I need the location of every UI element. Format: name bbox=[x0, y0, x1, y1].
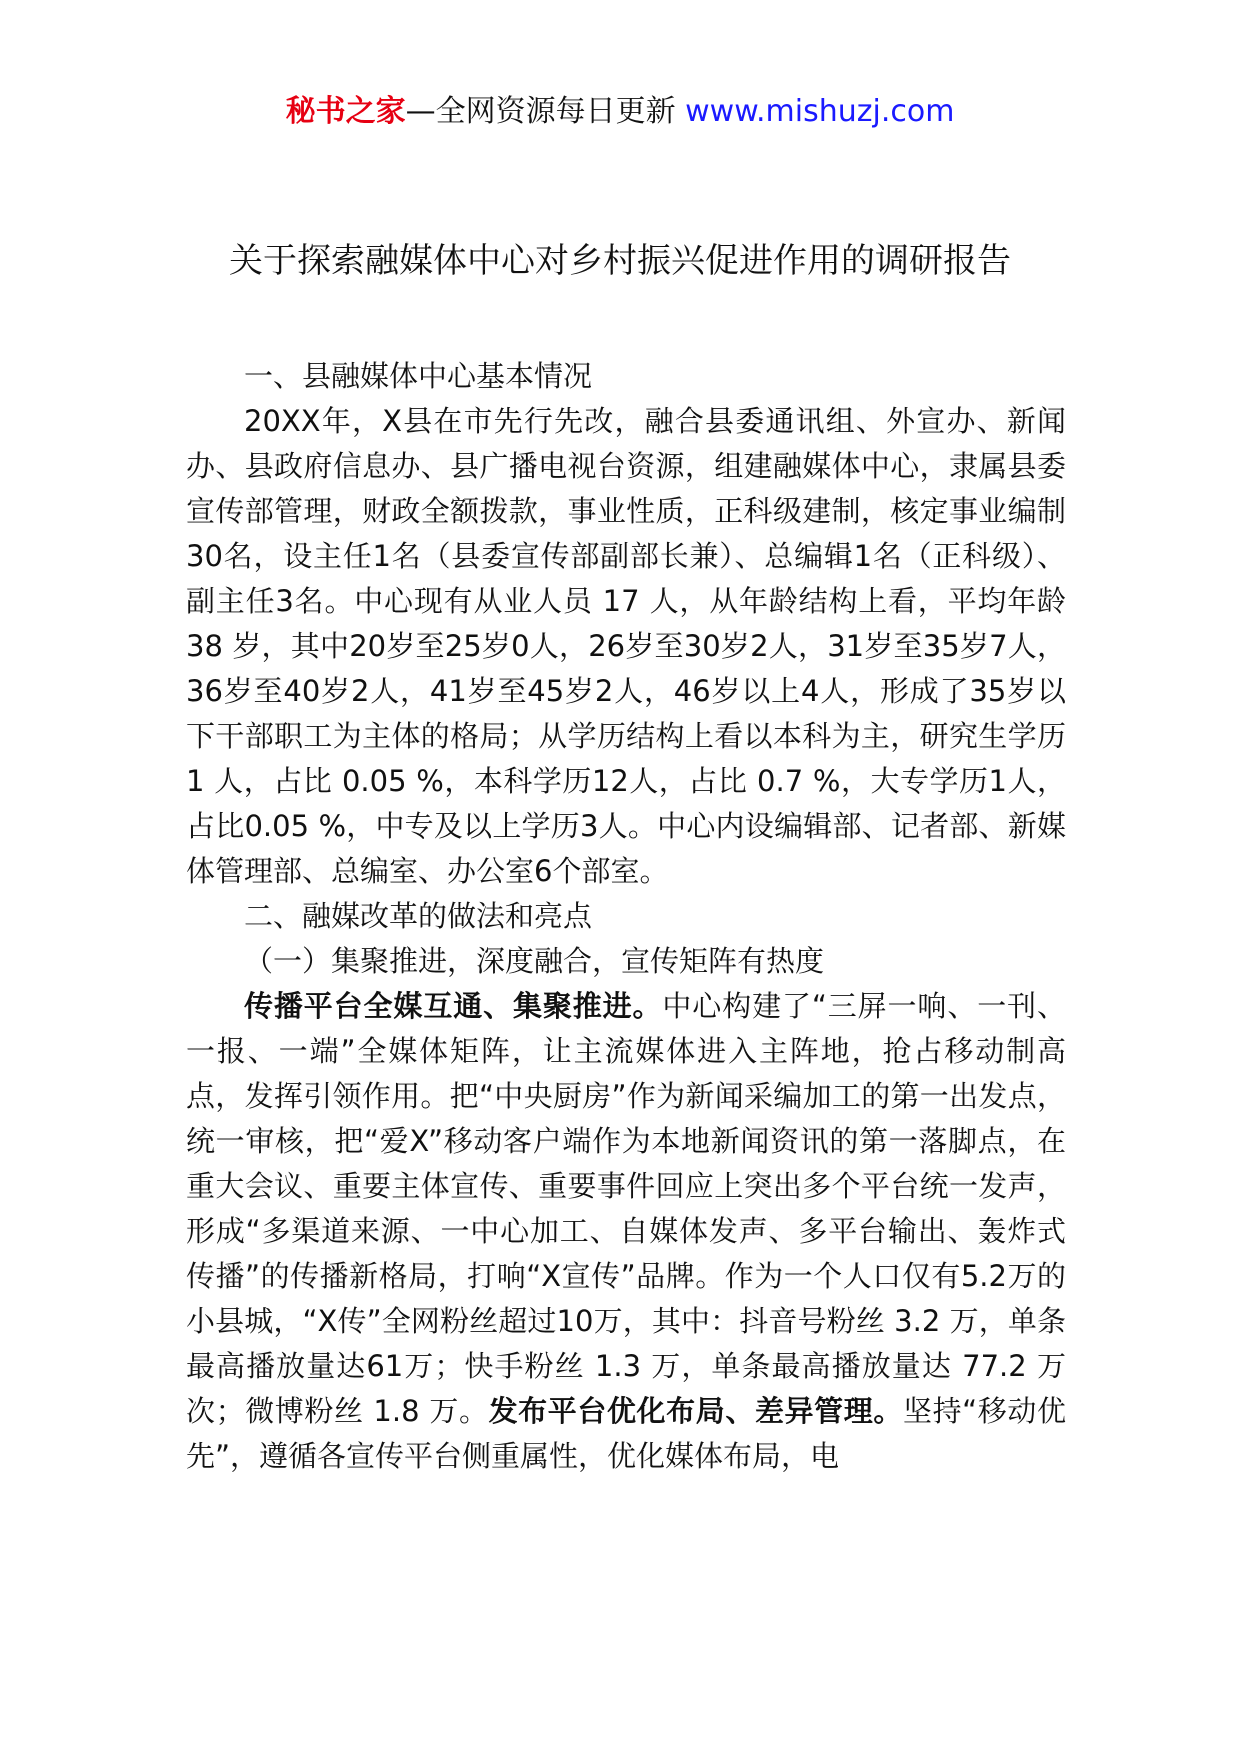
section-heading-1: 一、县融媒体中心基本情况 bbox=[244, 359, 593, 393]
bold-lead-2: 发布平台优化布局、差异管理。 bbox=[488, 1394, 903, 1428]
document-body bbox=[186, 354, 1066, 1479]
subsection-heading-1: （一）集聚推进，深度融合，宣传矩阵有热度 bbox=[244, 944, 825, 978]
section-heading-2: 二、融媒改革的做法和亮点 bbox=[244, 899, 593, 933]
paragraph-text-1: 中心构建了“三屏一响、一刊、一报、一端”全媒体矩阵，让主流媒体进入主阵地，抢占移动制高点，发挥引领作用。把“中央厨房”作为新闻采编加工的第一出发点，统一审核，把“爱X”移动客户端作为本地新闻资讯的第一落脚点，在重大会议、重要主体宣传、重要事件回应上突出多个平台统一发声，形成“多渠道来源、一中心加工、自媒体发声、多平台输出、轰炸式传播”的传播新格局，打响“X宣传”品牌。作为一个人口仅有5.2万的小县城，“X传”全网粉丝超过10万，其中：抖音号粉丝 3.2 万，单条最高播放量达61万；快手粉丝 1.3 万，单条最高播放量达 77.2 万次；微博粉丝 1.8 万。 bbox=[186, 989, 1066, 1428]
paragraph-platforms bbox=[186, 984, 1066, 1479]
paragraph-text-2: 坚持“移动优先”，遵循各宣传平台侧重属性，优化媒体布局，电 bbox=[186, 1394, 1066, 1473]
site-url-link[interactable]: www.mishuzj.com bbox=[685, 94, 955, 129]
paragraph-basic-info: 20XX年，X县在市先行先改，融合县委通讯组、外宣办、新闻办、县政府信息办、县广播电视台资源，组建融媒体中心，隶属县委宣传部管理，财政全额拨款，事业性质，正科级建制，核定事业编制30名，设主任1名（县委宣传部副部长兼）、总编辑1名（正科级）、副主任3名。中心现有从业人员 17 人，从年龄结构上看，平均年龄 38 岁，其中20岁至25岁0人，26岁至30岁2人，31岁至35岁7人，36岁至40岁2人，41岁至45岁2人，46岁以上4人，形成了35岁以下干部职工为主体的格局；从学历结构上看以本科为主，研究生学历 1 人，占比 0.05 %，本科学历12人，占比 0.7 %，大专学历1人，占比0.05 %，中专及以上学历3人。中心内设编辑部、记者部、新媒体管理部、总编室、办公室6个部室。 bbox=[186, 404, 1066, 888]
document-title: 关于探索融媒体中心对乡村振兴促进作用的调研报告 bbox=[229, 241, 1011, 281]
brand-tagline: —全网资源每日更新 bbox=[405, 94, 676, 129]
brand-name: 秘书之家 bbox=[285, 94, 406, 129]
bold-lead-1: 传播平台全媒互通、集聚推进。 bbox=[244, 989, 663, 1023]
site-banner bbox=[0, 92, 1240, 132]
